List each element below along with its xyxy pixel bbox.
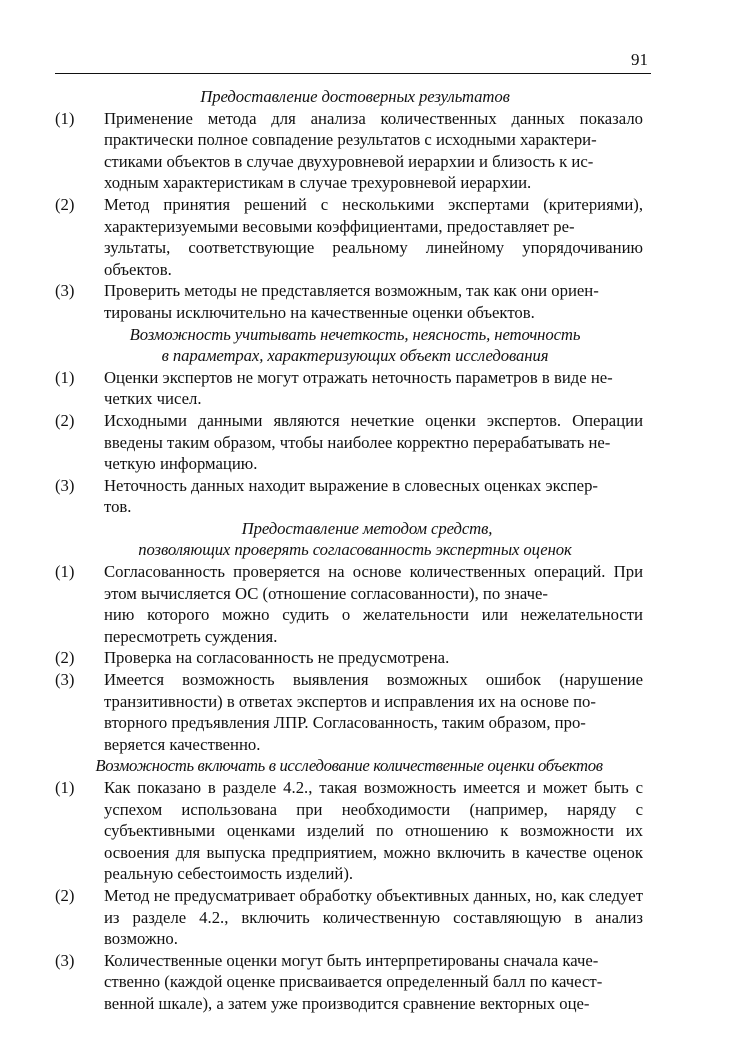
item-number: (2) — [55, 885, 75, 905]
section-quantitative — [55, 755, 643, 1014]
list-item — [55, 410, 643, 475]
item-text: Согласованность проверяется на основе количественных операций. При этом вычисляется ОС (отношение согласованности), по значе- нию которого можно судить о желательности или нежелательности пересмотреть суждения. — [104, 562, 643, 646]
item-number: (3) — [55, 475, 75, 495]
list-item — [55, 367, 643, 410]
section-heading: Предоставление достоверных результатов — [200, 87, 510, 106]
list-item — [55, 950, 643, 1015]
item-text: Применение метода для анализа количественных данных показало практически полное совпадение результатов с исходными характери- стиками объектов в случае двухуровневой иерархии и близость к ис- ходным характеристикам в случае трехуровневой иерархии. — [104, 108, 643, 193]
header-rule — [55, 73, 651, 74]
item-text: Метод не предусматривает обработку объективных данных, но, как следует из разделе 4.2., включить количественную составляющую в анализ возможно. — [104, 885, 643, 949]
section-heading: позволяющих проверять согласованность экспертных оценок — [138, 540, 572, 560]
list-item — [55, 280, 643, 323]
list-item — [55, 777, 643, 885]
item-text: Проверить методы не представляется возможным, так как они ориен- тированы исключительно на качественные оценки объектов. — [104, 281, 599, 322]
item-text: Оценки экспертов не могут отражать неточность параметров в виде не- четких чисел. — [104, 367, 613, 409]
item-number: (1) — [55, 778, 75, 797]
item-number: (3) — [55, 670, 75, 690]
item-text: Количественные оценки могут быть интерпретированы сначала каче- ственно (каждой оценке присваивается определенный балл по качест- венной шкале), а затем уже производится сравнение векторных оце- — [104, 950, 603, 1013]
page-number: 91 — [631, 50, 648, 69]
page-content — [55, 86, 643, 1015]
section-heading: в параметрах, характеризующих объект исследования — [161, 346, 549, 366]
section-heading: Предоставление методом средств, — [241, 518, 493, 538]
item-number: (3) — [55, 950, 75, 970]
section-heading: Возможность учитывать нечеткость, неясность, неточность — [129, 324, 581, 344]
list-item — [55, 885, 643, 950]
item-text: Метод принятия решений с несколькими экспертами (критериями), характеризуемыми весовыми коэффициентами, предоставляет ре- зультаты, соответствующие реальному линейному упорядочиванию объектов. — [104, 194, 643, 279]
item-number: (1) — [55, 367, 75, 387]
item-text: Как показано в разделе 4.2., такая возможность имеется и может быть с успехом использована при необходимости (например, наряду с субъективными оценками изделий по отношению к возможности их освоения для выпуска предприятием, можно включить в качестве оценок реальную себестоимость изделий). — [104, 778, 643, 884]
item-text: Исходными данными являются нечеткие оценки экспертов. Операции введены таким образом, чтобы наиболее корректно перерабатывать не- четкую информацию. — [104, 410, 643, 474]
item-text: Имеется возможность выявления возможных ошибок (нарушение транзитивности) в ответах экспертов и исправления их на основе по- вторного предъявления ЛПР. Согласованность, таким образом, про- веряется качественно. — [104, 670, 643, 754]
item-text: Неточность данных находит выражение в словесных оценках экспер- тов. — [104, 475, 598, 517]
section-consistency — [55, 518, 643, 756]
list-item — [55, 647, 643, 669]
item-number: (3) — [55, 281, 75, 301]
item-number: (1) — [55, 562, 75, 582]
list-item — [55, 669, 643, 755]
item-number: (1) — [55, 108, 75, 128]
list-item — [55, 194, 643, 280]
item-number: (2) — [55, 194, 75, 214]
list-item — [55, 108, 643, 194]
list-item — [55, 475, 643, 518]
item-text: Проверка на согласованность не предусмотрена. — [104, 648, 450, 668]
section-fuzziness — [55, 324, 643, 518]
list-item — [55, 561, 643, 647]
item-number: (2) — [55, 648, 75, 668]
section-reliable-results — [55, 86, 643, 324]
item-number: (2) — [55, 410, 75, 430]
section-heading: Возможность включать в исследование количественные оценки объектов — [95, 756, 603, 776]
